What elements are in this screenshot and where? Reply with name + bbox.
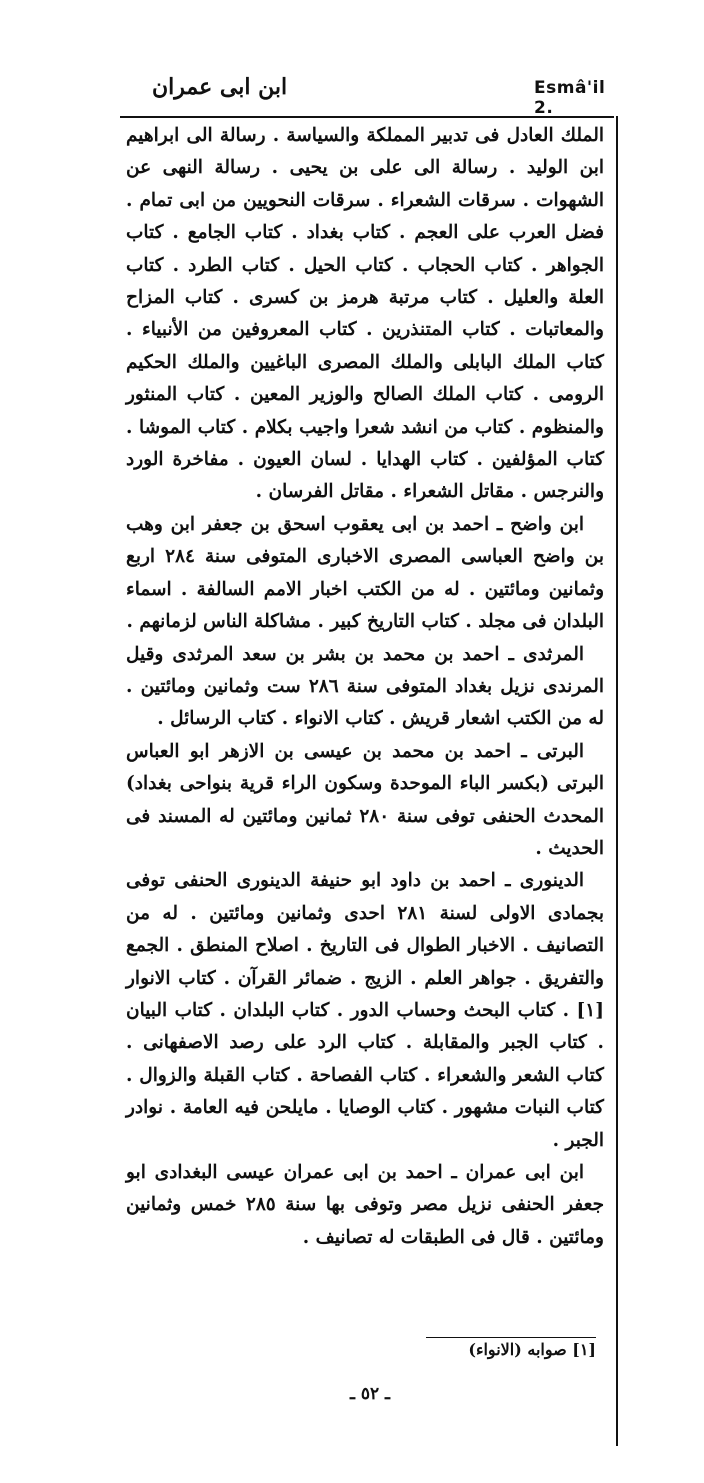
running-head bbox=[118, 72, 614, 118]
paragraph-ibn-abi-imran: ابن ابى عمران ـ احمد بن ابى عمران عيسى البغدادى ابو جعفر الحنفى نزيل مصر وتوفى بها سنة ٢٨٥ خمس وثمانين ومائتين . قال فى الطبقات له تصانيف . bbox=[126, 1162, 605, 1248]
page-number: ـ ٥٢ ـ bbox=[349, 1384, 391, 1404]
paragraph-ibn-wadih: ابن واضح ـ احمد بن ابى يعقوب اسحق بن جعفر ابن وهب بن واضح العباسى المصرى الاخبارى المتوفى سنة ٢٨٤ اربع وثمانين ومائتين . له من الكتب اخبار الامم السالفة . اسماء البلدان فى مجلد . كتاب التاريخ كبير . مشاكلة الناس لزمانهم . bbox=[126, 513, 604, 633]
running-head-reference: Esmâ'il 2. bbox=[534, 78, 606, 118]
paragraph-al-dinawari: الدينورى ـ احمد بن داود ابو حنيفة الدينورى الحنفى توفى بجمادى الاولى لسنة ٢٨١ احدى وثمانين ومائتين . له من التصانيف . الاخبار الطوال فى التاريخ . اصلاح المنطق . الجمع والتفريق . جواهر العلم . الزيج . ضمائر القرآن . كتاب الانوار [١] . كتاب البحث وحساب الدور . كتاب البلدان . كتاب البيان . كتاب الجبر والمقابلة . كتاب الرد على رصد الاصفهانى . كتاب الشعر والشعراء . كتاب الفصاحة . كتاب القبلة والزوال . كتاب النبات مشهور . كتاب الوصايا . مايلحن فيه العامة . نوادر الجبر . bbox=[126, 870, 604, 1151]
footnote: [١] صوابه (الانواء) bbox=[468, 1340, 596, 1359]
footnote-rule bbox=[426, 1337, 596, 1338]
column-rule bbox=[616, 116, 618, 1446]
paragraph-al-birti: البرتى ـ احمد بن محمد بن عيسى بن الازهر ابو العباس البرتى (بكسر الباء الموحدة وسكون الراء قرية بنواحى بغداد) المحدث الحنفى توفى سنة ٢٨٠ ثمانين ومائتين له المسند فى الحديث . bbox=[126, 740, 605, 859]
header-rule bbox=[120, 116, 614, 118]
paragraph-book-list: الملك العادل فى تدبير المملكة والسياسة . رسالة الى ابراهيم ابن الوليد . رسالة الى على بن يحيى . رسالة النهى عن الشهوات . سرقات الشعراء . سرقات النحويين من ابى تمام . فضل العرب على العجم . كتاب بغداد . كتاب الجامع . كتاب الجواهر . كتاب الحجاب . كتاب الحيل . كتاب الطرد . كتاب العلة والعليل . كتاب مرتبة هرمز بن كسرى . كتاب المزاح والمعاتبات . كتاب المتنذرين . كتاب المعروفين من الأنبياء . كتاب الملك البابلى والملك المصرى الباغيين والملك الحكيم الرومى . كتاب الملك الصالح والوزير المعين . كتاب المنثور والمنظوم . كتاب من انشد شعرا واجيب بكلام . كتاب الموشا . كتاب المؤلفين . كتاب الهدايا . لسان العيون . مفاخرة الورد والنرجس . مقاتل الشعراء . مقاتل الفرسان . bbox=[126, 125, 604, 503]
text-column bbox=[126, 120, 604, 1254]
paragraph-al-marthadi: المرثدى ـ احمد بن محمد بن بشر بن سعد المرثدى وقيل المرندى نزيل بغداد المتوفى سنة ٢٨٦ ست وثمانين ومائتين . له من الكتب اشعار قريش . كتاب الانواء . كتاب الرسائل . bbox=[126, 643, 605, 730]
running-head-title: ابن ابى عمران bbox=[152, 74, 288, 100]
